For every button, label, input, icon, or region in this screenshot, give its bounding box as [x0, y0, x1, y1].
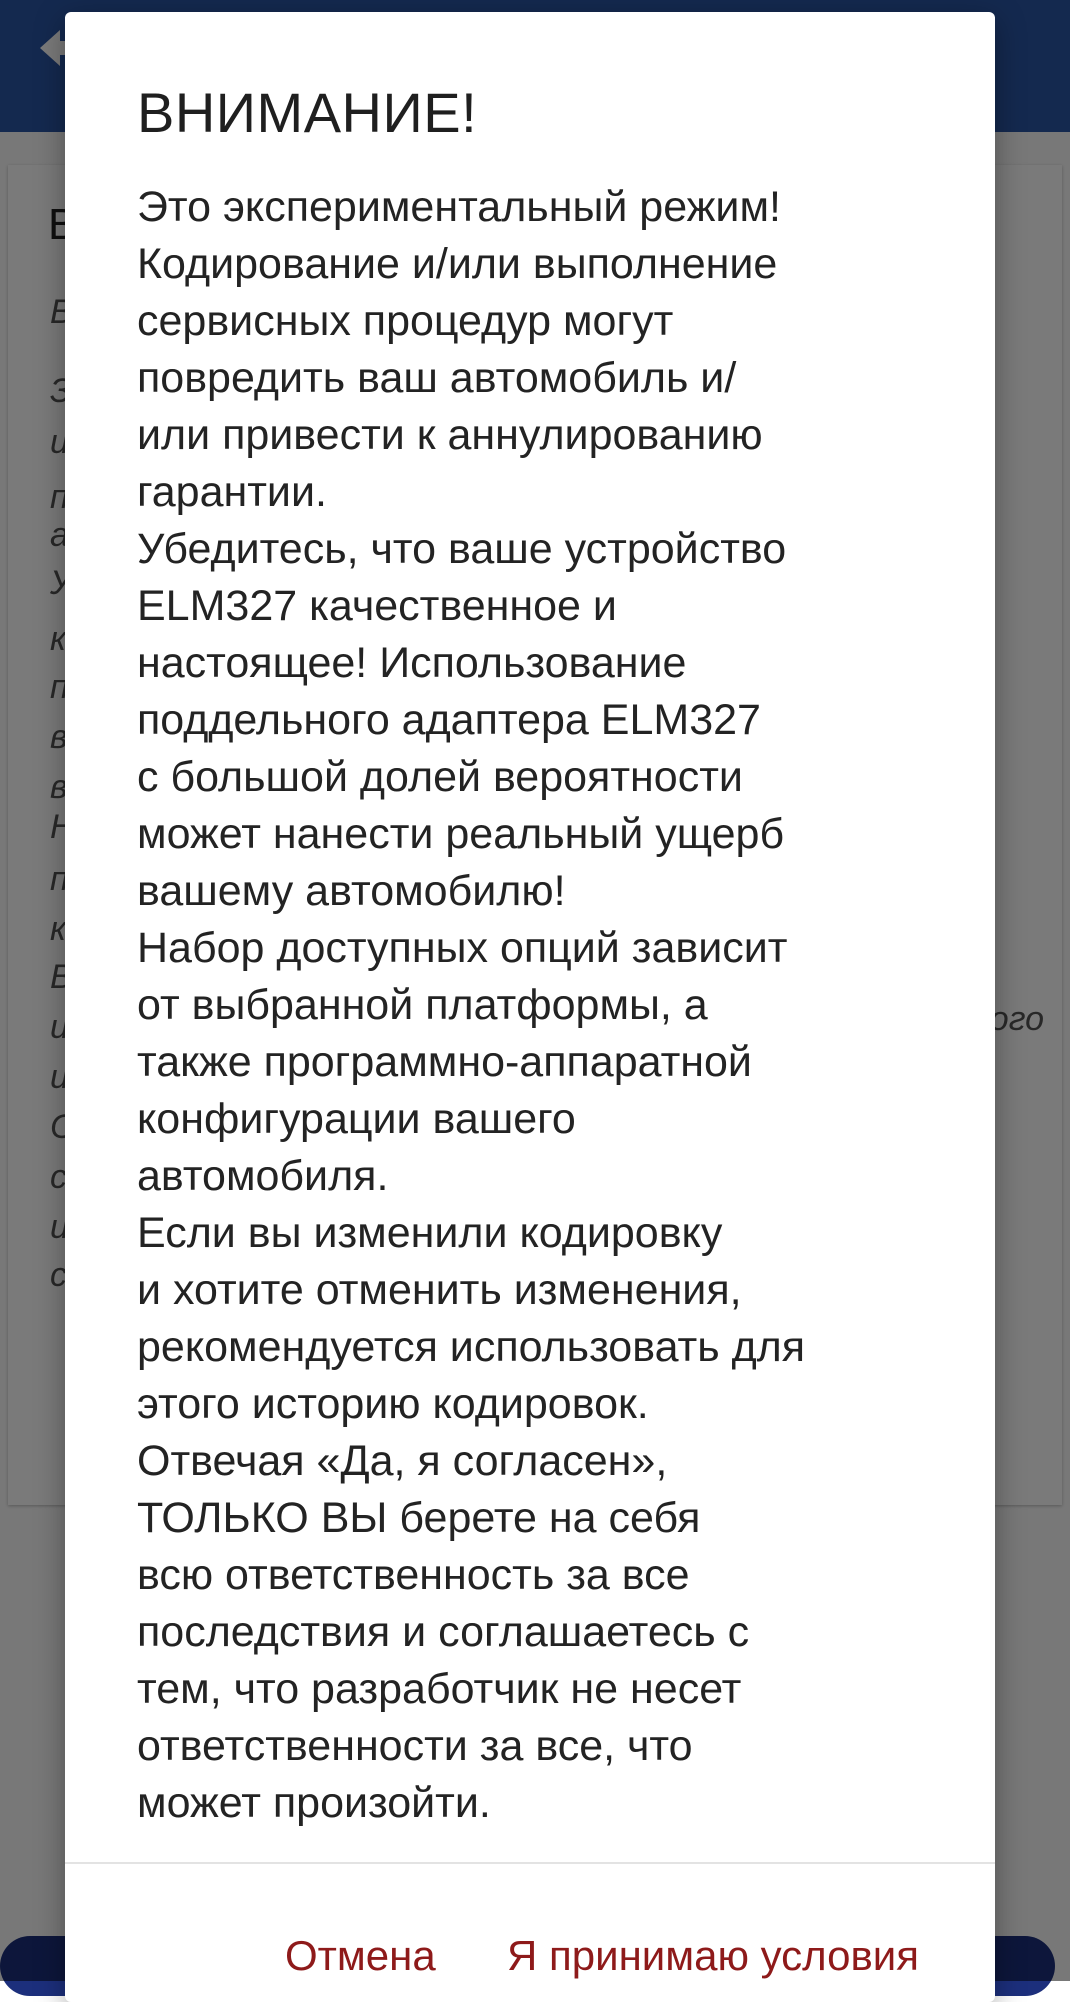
message-line: вашему автомобилю!	[137, 867, 566, 915]
message-line: Это экспериментальный режим!	[137, 183, 781, 231]
message-line: может нанести реальный ущерб	[137, 810, 785, 858]
message-line: Если вы изменили кодировку	[137, 1209, 723, 1257]
message-line: и хотите отменить изменения,	[137, 1266, 742, 1314]
message-line: автомобиля.	[137, 1152, 389, 1200]
message-line: Убедитесь, что ваше устройство	[137, 525, 787, 573]
warning-dialog	[65, 12, 995, 2002]
message-line: повредить ваш автомобиль и/	[137, 354, 737, 402]
message-line: тем, что разработчик не несет	[137, 1665, 742, 1713]
dialog-divider	[65, 1862, 995, 1864]
dialog-title: ВНИМАНИЕ!	[137, 81, 478, 144]
cancel-button[interactable]: Отмена	[285, 1932, 436, 1979]
message-line: всю ответственность за все	[137, 1551, 690, 1599]
message-line: ELM327 качественное и	[137, 582, 617, 630]
message-line: рекомендуется использовать для	[137, 1323, 806, 1371]
message-line: последствия и соглашаетесь с	[137, 1608, 750, 1656]
message-line: поддельного адаптера ELM327	[137, 696, 761, 744]
message-line: настоящее! Использование	[137, 639, 687, 687]
message-line: этого историю кодировок.	[137, 1380, 649, 1428]
message-line: сервисных процедур могут	[137, 297, 674, 345]
message-line: может произойти.	[137, 1779, 491, 1827]
message-line: от выбранной платформы, а	[137, 981, 708, 1029]
message-line: Набор доступных опций зависит	[137, 924, 788, 972]
message-line: с большой долей вероятности	[137, 753, 743, 801]
message-line: Отвечая «Да, я согласен»,	[137, 1437, 668, 1485]
accept-terms-button[interactable]: Я принимаю условия	[507, 1932, 920, 1979]
message-line: ответственности за все, что	[137, 1722, 693, 1770]
message-line: или привести к аннулированию	[137, 411, 763, 459]
message-line: также программно-аппаратной	[137, 1038, 752, 1086]
message-line: конфигурации вашего	[137, 1095, 576, 1143]
dialog-message	[137, 179, 977, 1832]
message-line: ТОЛЬКО ВЫ берете на себя	[137, 1494, 701, 1542]
message-line: гарантии.	[137, 468, 327, 516]
message-line: Кодирование и/или выполнение	[137, 240, 778, 288]
